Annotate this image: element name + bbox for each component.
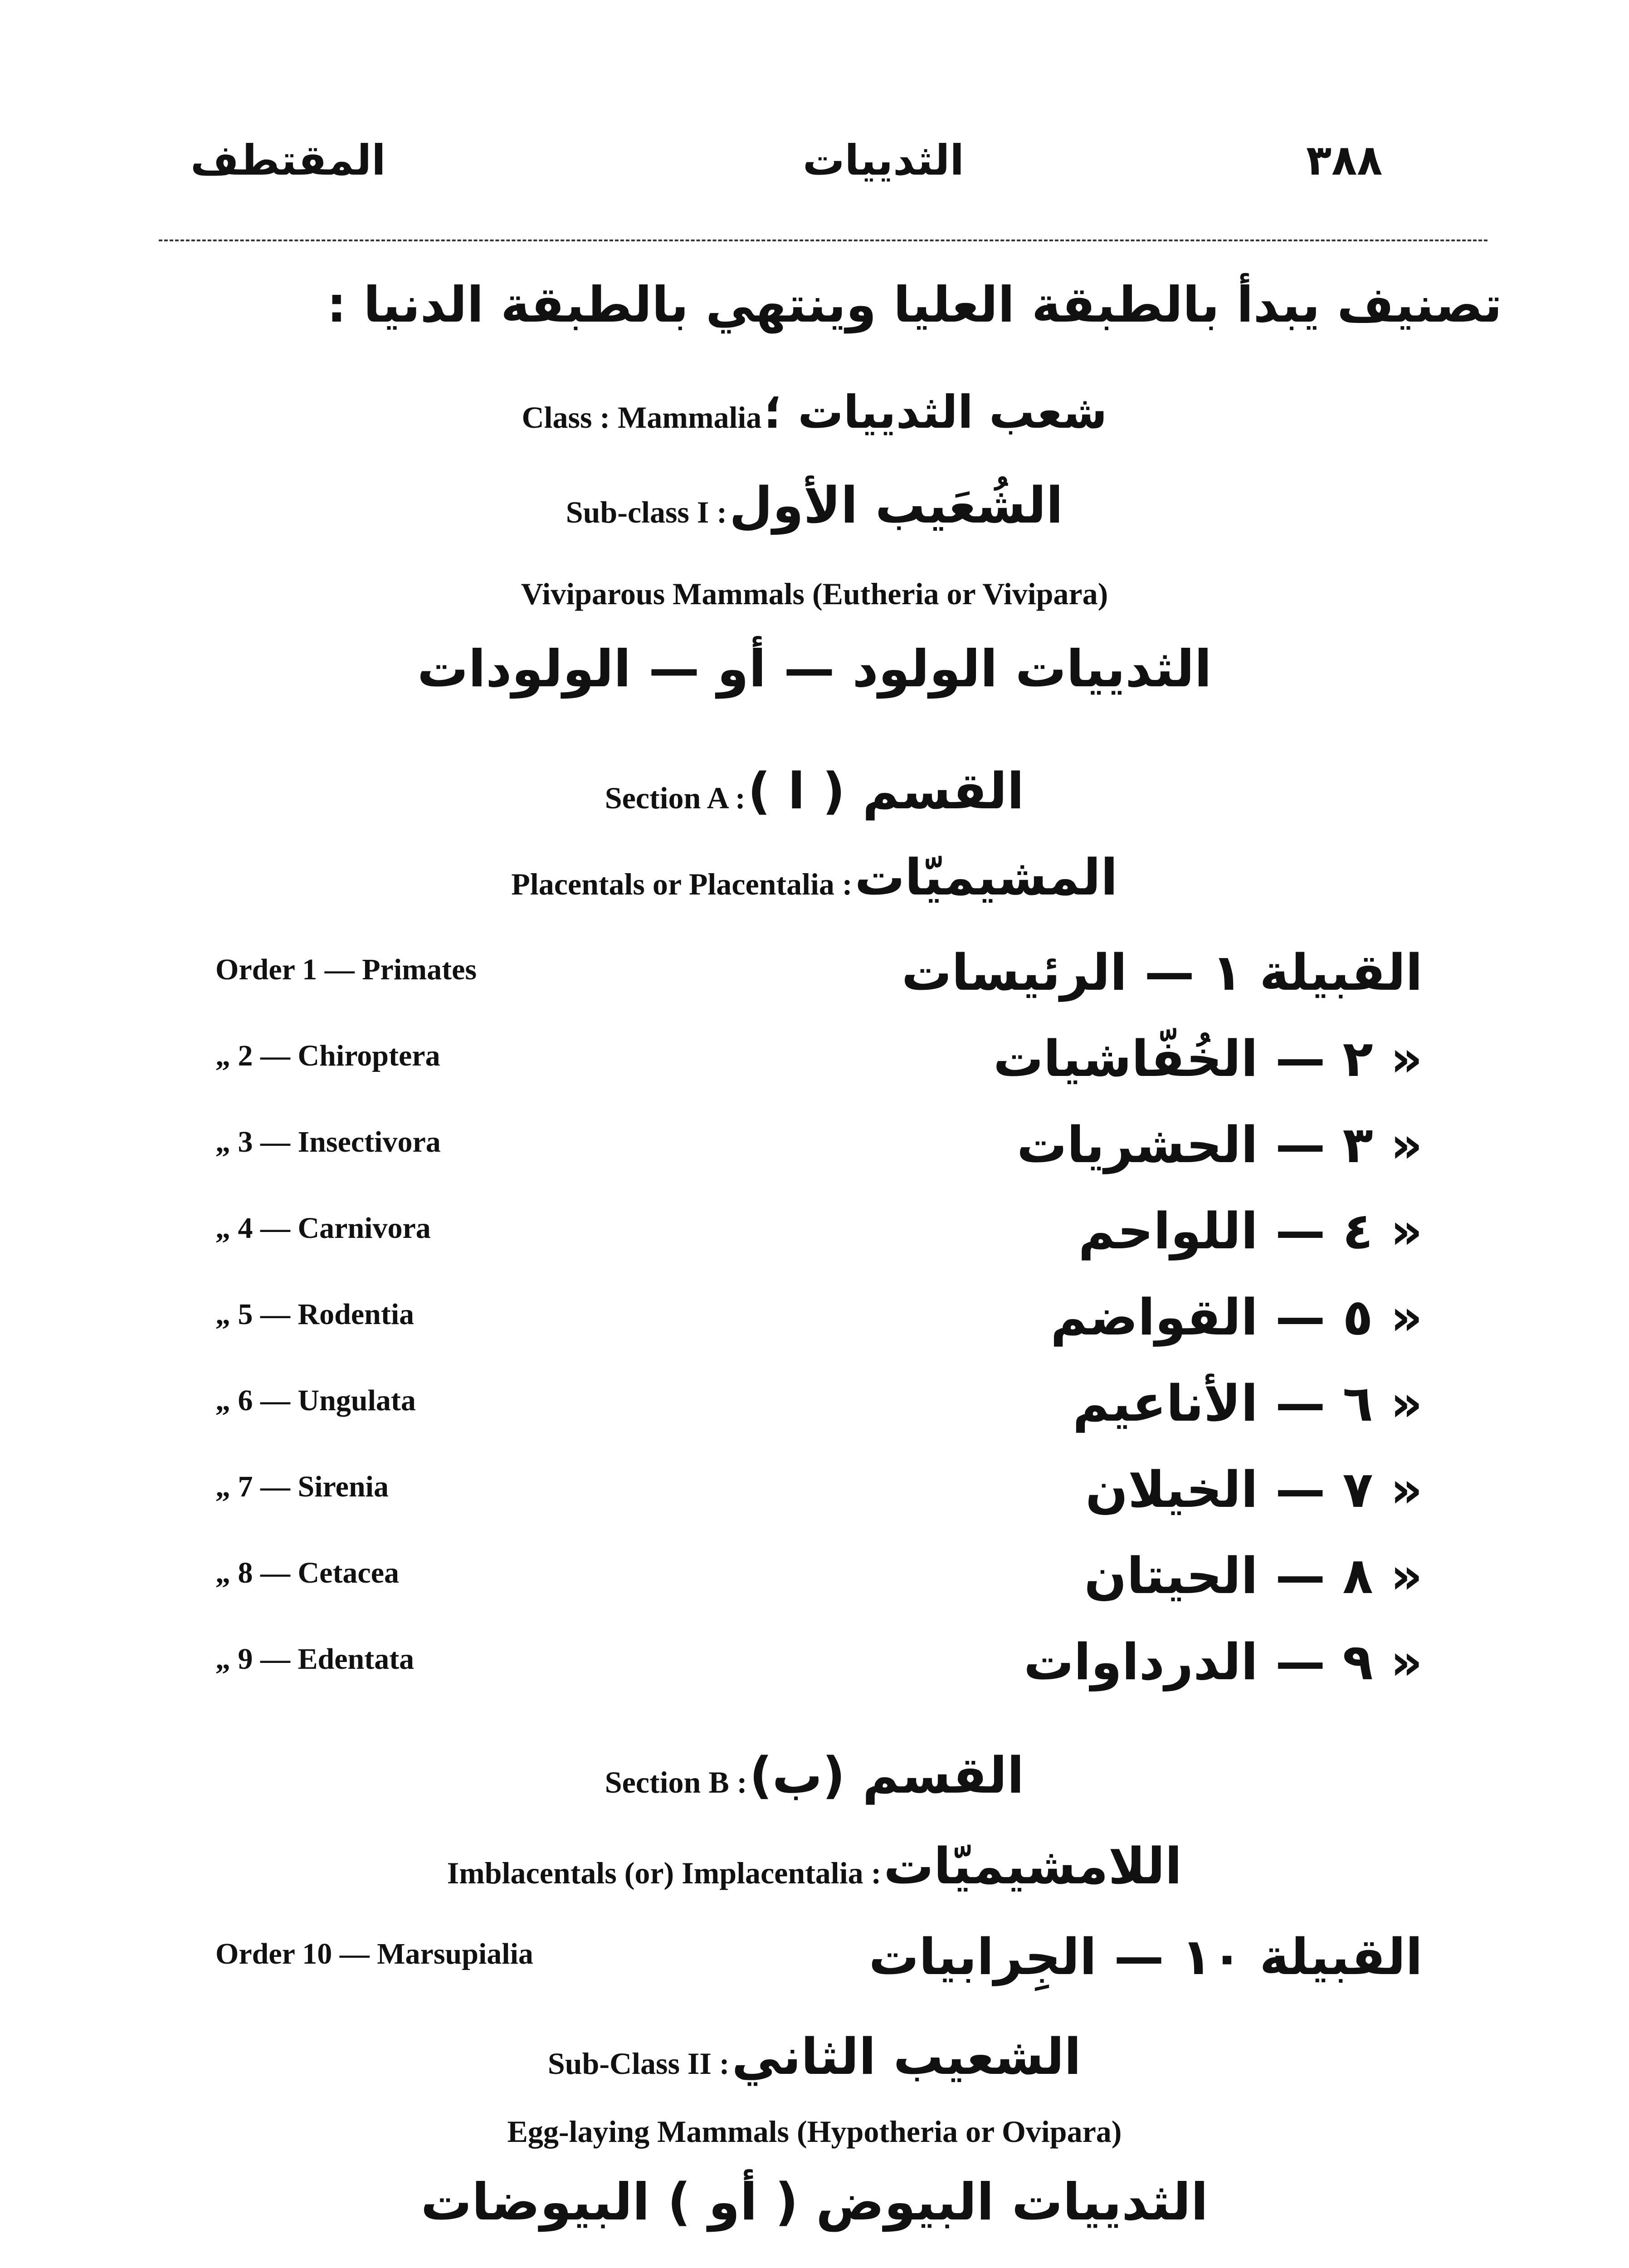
header-divider — [159, 240, 1488, 241]
order-2-en: „ 2 — Chiroptera — [215, 1039, 440, 1072]
page-number: ٣٨٨ — [1306, 136, 1383, 185]
subclass1-ar: الشُعَيب الأول — [729, 476, 1063, 534]
section-a-en: Section A : — [605, 781, 746, 815]
order-9-en: „ 9 — Edentata — [215, 1642, 415, 1676]
section-b-desc — [0, 1837, 1629, 1895]
order-10-ar: القبيلة ١٠ — الجِرابيات — [868, 1928, 1423, 1986]
section-a-desc — [0, 848, 1629, 906]
order-8-en: „ 8 — Cetacea — [215, 1556, 400, 1589]
section-b-line — [0, 1746, 1629, 1804]
order-9-ar: « ٩ — الدرداوات — [1024, 1633, 1423, 1691]
order-6-ar: « ٦ — الأناعيم — [1073, 1374, 1423, 1432]
order-3-ar: « ٣ — الحشريات — [1017, 1116, 1423, 1174]
subclass1-desc-en: Viviparous Mammals (Eutheria or Vivipara) — [521, 577, 1108, 611]
order-3-en: „ 3 — Insectivora — [215, 1125, 441, 1158]
section-title: الثدييات — [803, 136, 964, 185]
subclass2-desc-ar: الثدييات البيوض ( أو ) البيوضات — [420, 2173, 1209, 2232]
order-2-ar: « ٢ — الخُفّاشيات — [993, 1030, 1423, 1088]
section-b-desc-en: Imblacentals (or) Implacentalia : — [447, 1856, 882, 1890]
section-b-en: Section B : — [605, 1765, 747, 1799]
section-a-desc-ar: المشيميّات — [854, 848, 1118, 906]
subclass2-ar: الشعيب الثاني — [732, 2028, 1082, 2086]
order-4-ar: « ٤ — اللواحم — [1078, 1202, 1423, 1260]
subclass1-en: Sub-class I : — [566, 495, 727, 529]
section-a-desc-en: Placentals or Placentalia : — [511, 867, 853, 901]
subclass1-desc-ar: الثدييات الولود — أو — الولودات — [417, 640, 1212, 699]
section-a-line — [0, 762, 1629, 820]
journal-title: المقتطف — [190, 136, 386, 185]
order-1-en: Order 1 — Primates — [215, 953, 477, 986]
subclass2-en: Sub-Class II : — [547, 2046, 730, 2081]
section-b-desc-ar: اللامشيميّات — [883, 1837, 1182, 1895]
subclass2-desc-en: Egg-laying Mammals (Hypotheria or Ovipara) — [507, 2114, 1122, 2149]
order-1-ar: القبيلة ١ — الرئيسات — [901, 943, 1423, 1002]
class-en: Class : Mammalia — [522, 400, 762, 435]
subclass1-line — [0, 476, 1629, 534]
order-7-ar: « ٧ — الخيلان — [1085, 1461, 1423, 1519]
class-line — [0, 386, 1629, 439]
order-8-ar: « ٨ — الحيتان — [1084, 1547, 1423, 1605]
section-b-ar: القسم (ب) — [749, 1746, 1024, 1804]
order-10-en: Order 10 — Marsupialia — [215, 1937, 533, 1970]
intro-text: تصنيف يبدأ بالطبقة العليا وينتهي بالطبقة الدنيا : — [327, 277, 1502, 333]
section-a-ar: القسم ( ا ) — [747, 762, 1024, 820]
order-6-en: „ 6 — Ungulata — [215, 1384, 416, 1417]
order-5-en: „ 5 — Rodentia — [215, 1298, 415, 1331]
order-4-en: „ 4 — Carnivora — [215, 1212, 431, 1245]
subclass2-line — [0, 2028, 1629, 2086]
order-7-en: „ 7 — Sirenia — [215, 1470, 389, 1503]
order-5-ar: « ٥ — القواضم — [1050, 1288, 1423, 1346]
class-ar: شعب الثدييات ؛ — [764, 386, 1107, 439]
